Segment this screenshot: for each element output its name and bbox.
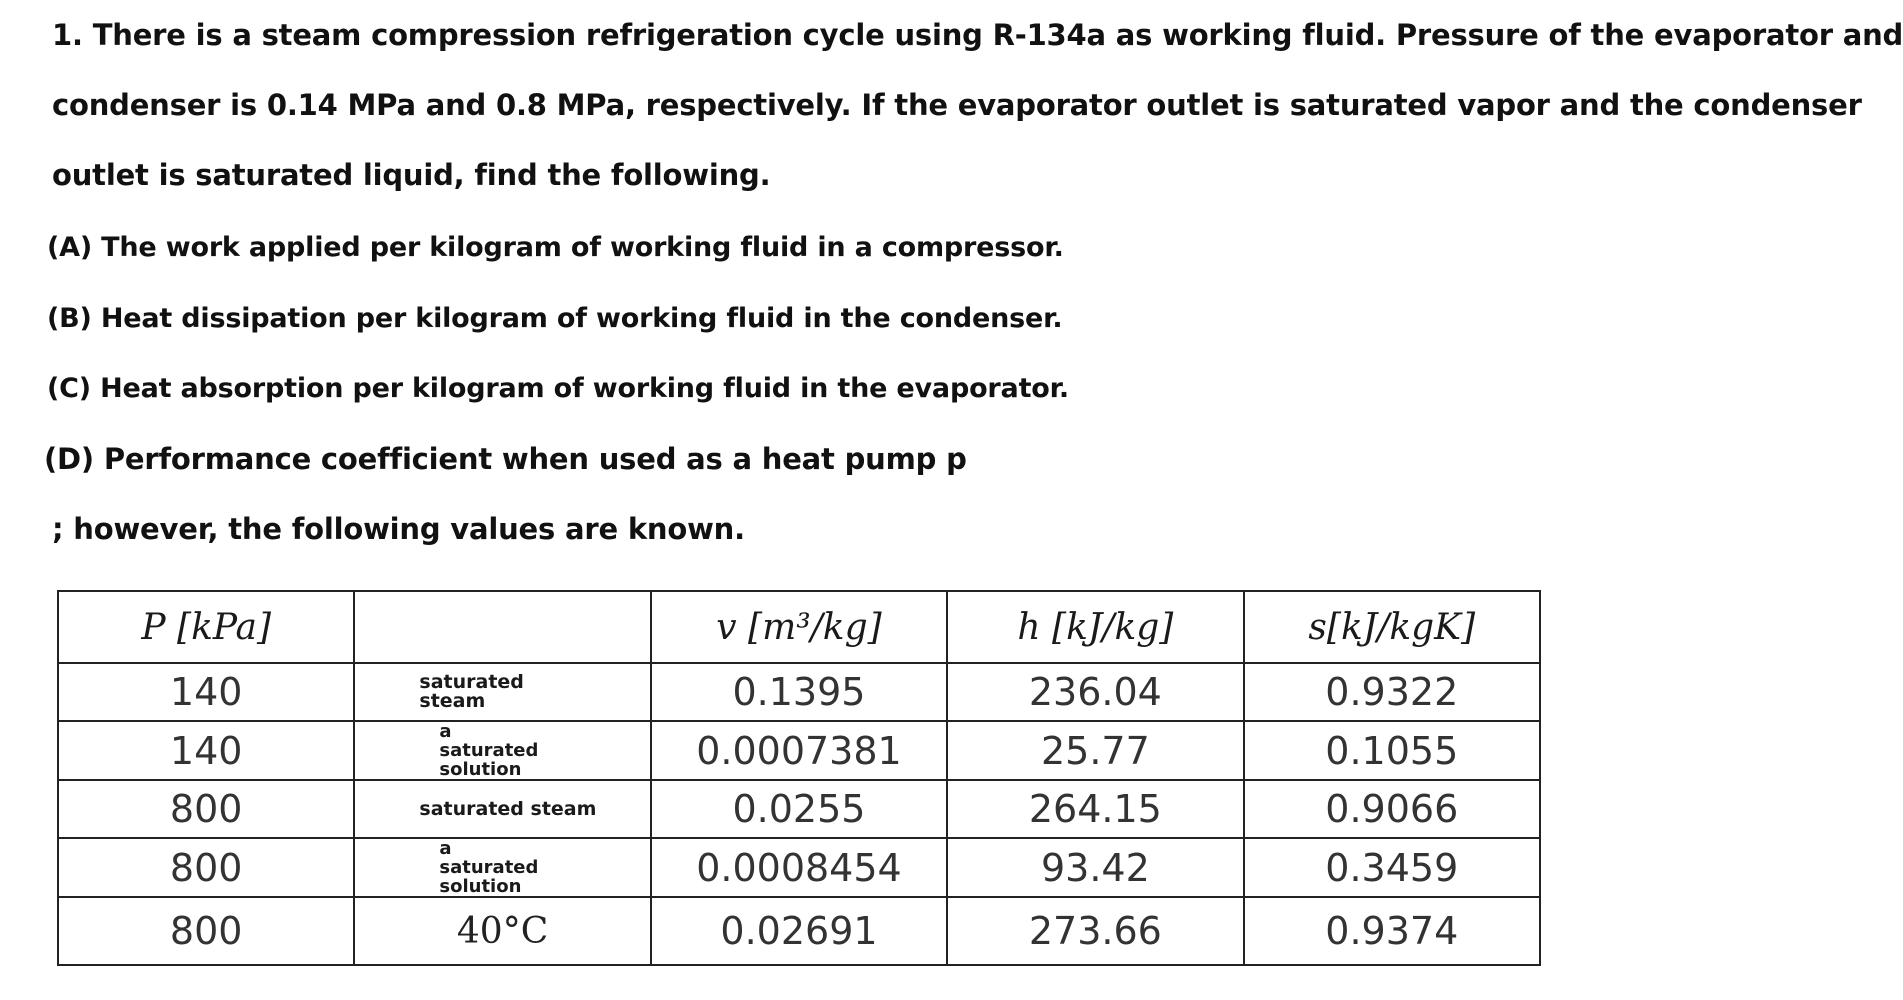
state-cell: saturated steam (354, 780, 650, 838)
state-cell: saturated steam (354, 663, 650, 721)
header-entropy: s[kJ/kgK] (1244, 591, 1540, 663)
entropy-cell: 0.9374 (1244, 897, 1540, 965)
pressure-cell: 800 (58, 838, 354, 897)
entropy-cell: 0.9322 (1244, 663, 1540, 721)
question-part-d: (D) Performance coefficient when used as a heat pump p (44, 442, 967, 476)
entropy-cell: 0.1055 (1244, 721, 1540, 780)
volume-cell: 0.0255 (651, 780, 947, 838)
table-header-row (58, 591, 1540, 663)
enthalpy-cell: 25.77 (947, 721, 1243, 780)
problem-line-3: outlet is saturated liquid, find the following. (52, 158, 771, 192)
question-part-b: (B) Heat dissipation per kilogram of working fluid in the condenser. (47, 303, 1063, 334)
state-cell: a saturated solution (354, 838, 650, 897)
pressure-cell: 800 (58, 780, 354, 838)
question-part-a: (A) The work applied per kilogram of working fluid in a compressor. (47, 232, 1064, 263)
entropy-cell: 0.9066 (1244, 780, 1540, 838)
enthalpy-cell: 93.42 (947, 838, 1243, 897)
entropy-cell: 0.3459 (1244, 838, 1540, 897)
table-row (58, 897, 1540, 965)
table-row (58, 838, 1540, 897)
volume-cell: 0.1395 (651, 663, 947, 721)
problem-line-1: 1. There is a steam compression refrigeration cycle using R-134a as working fluid. Pressure of the evaporator and (52, 18, 1903, 52)
table-row (58, 780, 1540, 838)
pressure-cell: 800 (58, 897, 354, 965)
volume-cell: 0.0007381 (651, 721, 947, 780)
problem-line-2: condenser is 0.14 MPa and 0.8 MPa, respectively. If the evaporator outlet is saturated vapor and the condenser (52, 88, 1862, 122)
pressure-cell: 140 (58, 663, 354, 721)
header-state (354, 591, 650, 663)
pressure-cell: 140 (58, 721, 354, 780)
known-values-note: ; however, the following values are known. (52, 512, 745, 546)
volume-cell: 0.02691 (651, 897, 947, 965)
property-table (57, 590, 1541, 966)
enthalpy-cell: 264.15 (947, 780, 1243, 838)
state-cell: 40°C (354, 897, 650, 965)
state-cell: a saturated solution (354, 721, 650, 780)
header-pressure: P [kPa] (58, 591, 354, 663)
header-enthalpy: h [kJ/kg] (947, 591, 1243, 663)
question-part-c: (C) Heat absorption per kilogram of working fluid in the evaporator. (47, 373, 1069, 404)
volume-cell: 0.0008454 (651, 838, 947, 897)
enthalpy-cell: 236.04 (947, 663, 1243, 721)
enthalpy-cell: 273.66 (947, 897, 1243, 965)
header-specific-volume: v [m³/kg] (651, 591, 947, 663)
table-row (58, 721, 1540, 780)
table-row (58, 663, 1540, 721)
